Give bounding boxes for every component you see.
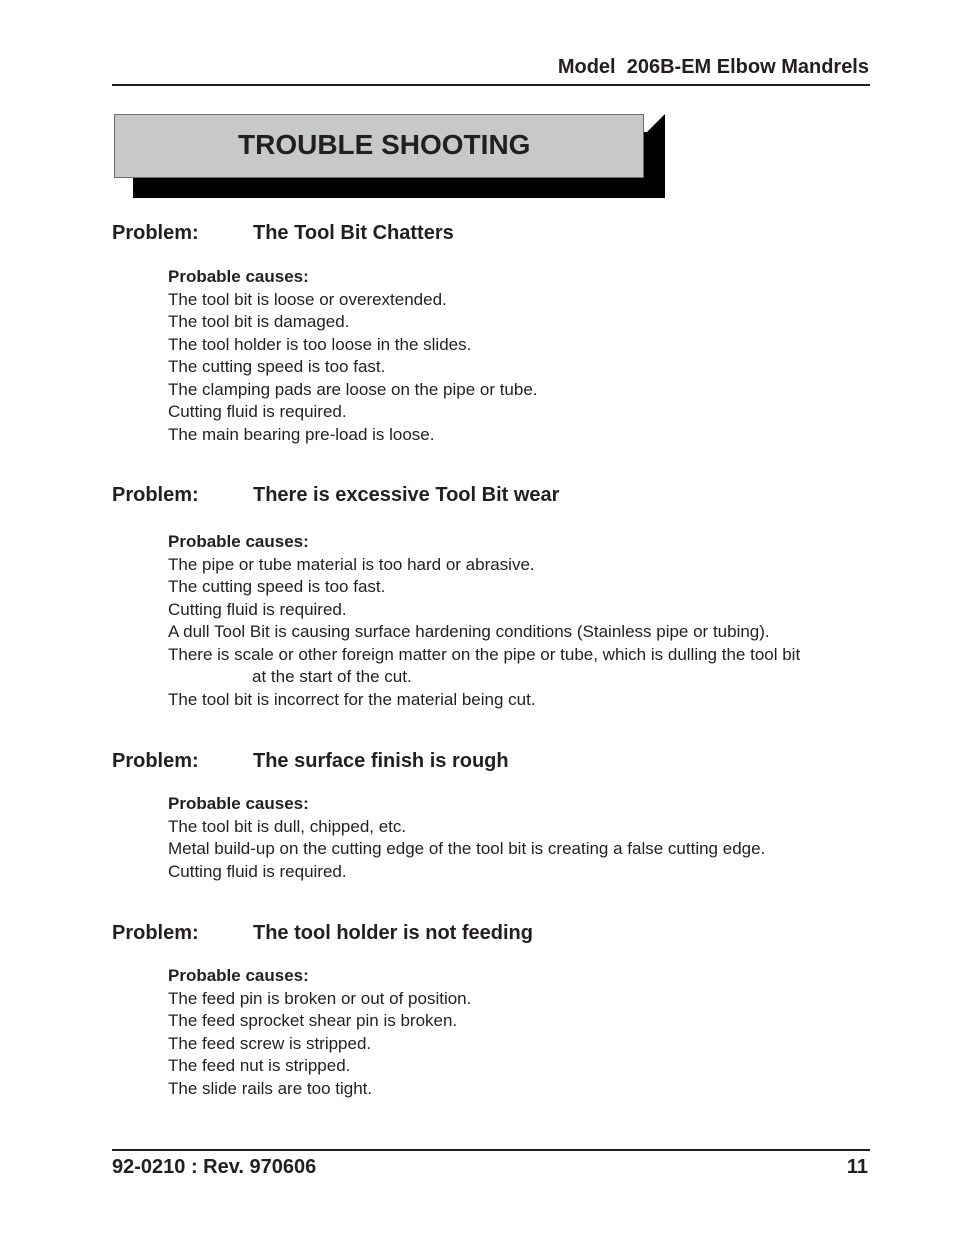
problem-label: Problem: [112, 922, 199, 944]
problem-title: The Tool Bit Chatters [253, 222, 454, 244]
cause-item: A dull Tool Bit is causing surface hardening conditions (Stainless pipe or tubing). [168, 622, 770, 641]
cause-item: Cutting fluid is required. [168, 861, 347, 881]
problem-label: Problem: [112, 222, 199, 244]
problem-title: The tool holder is not feeding [253, 922, 533, 944]
cause-item: The slide rails are too tight. [168, 1078, 373, 1098]
problem-heading-4 [112, 922, 533, 945]
causes-list-4 [168, 965, 868, 1100]
cause-item: The tool holder is too loose in the slides. [168, 334, 472, 354]
cause-item: The tool bit is incorrect for the material being cut. [168, 689, 536, 709]
cause-item-continuation: at the start of the cut. [252, 667, 412, 686]
problem-title: There is excessive Tool Bit wear [253, 484, 560, 506]
banner-shadow-notch [645, 114, 665, 134]
header-rule [112, 84, 870, 86]
problem-label: Problem: [112, 750, 199, 772]
cause-item: Cutting fluid is required. [168, 599, 347, 619]
causes-heading: Probable causes: [168, 267, 309, 286]
problem-label: Problem: [112, 484, 199, 506]
footer-doc-number: 92-0210 : Rev. 970606 [112, 1156, 317, 1178]
cause-item: Cutting fluid is required. [168, 402, 347, 421]
cause-item: The feed sprocket shear pin is broken. [168, 1011, 458, 1030]
cause-item: The pipe or tube material is too hard or abrasive. [168, 554, 535, 574]
section-banner [114, 114, 644, 178]
causes-heading: Probable causes: [168, 794, 309, 813]
problem-title: The surface finish is rough [253, 750, 509, 772]
banner-title: TROUBLE SHOOTING [238, 129, 531, 160]
causes-list-1 [168, 266, 868, 446]
problem-heading-3 [112, 750, 509, 773]
cause-item: The cutting speed is too fast. [168, 357, 386, 376]
cause-item: The tool bit is damaged. [168, 312, 350, 331]
cause-item: The main bearing pre-load is loose. [168, 424, 435, 444]
cause-item: The feed pin is broken or out of position. [168, 988, 472, 1008]
causes-heading: Probable causes: [168, 532, 309, 551]
cause-item: There is scale or other foreign matter on the pipe or tube, which is dulling the tool bit [168, 644, 801, 664]
cause-item: The feed screw is stripped. [168, 1033, 372, 1053]
causes-list-3 [168, 793, 868, 883]
causes-list-2 [168, 531, 868, 711]
causes-heading: Probable causes: [168, 966, 309, 985]
cause-item: The clamping pads are loose on the pipe or tube. [168, 379, 538, 399]
footer-rule [112, 1149, 870, 1151]
problem-heading-1 [112, 222, 454, 245]
header-title: Model 206B-EM Elbow Mandrels [557, 56, 869, 78]
cause-item: The feed nut is stripped. [168, 1056, 351, 1075]
cause-item: The cutting speed is too fast. [168, 577, 386, 596]
cause-item: The tool bit is loose or overextended. [168, 289, 447, 309]
cause-item: Metal build-up on the cutting edge of the tool bit is creating a false cutting edge. [168, 839, 766, 858]
footer-page-number: 11 [846, 1156, 868, 1178]
cause-item: The tool bit is dull, chipped, etc. [168, 816, 407, 836]
problem-heading-2 [112, 484, 559, 507]
